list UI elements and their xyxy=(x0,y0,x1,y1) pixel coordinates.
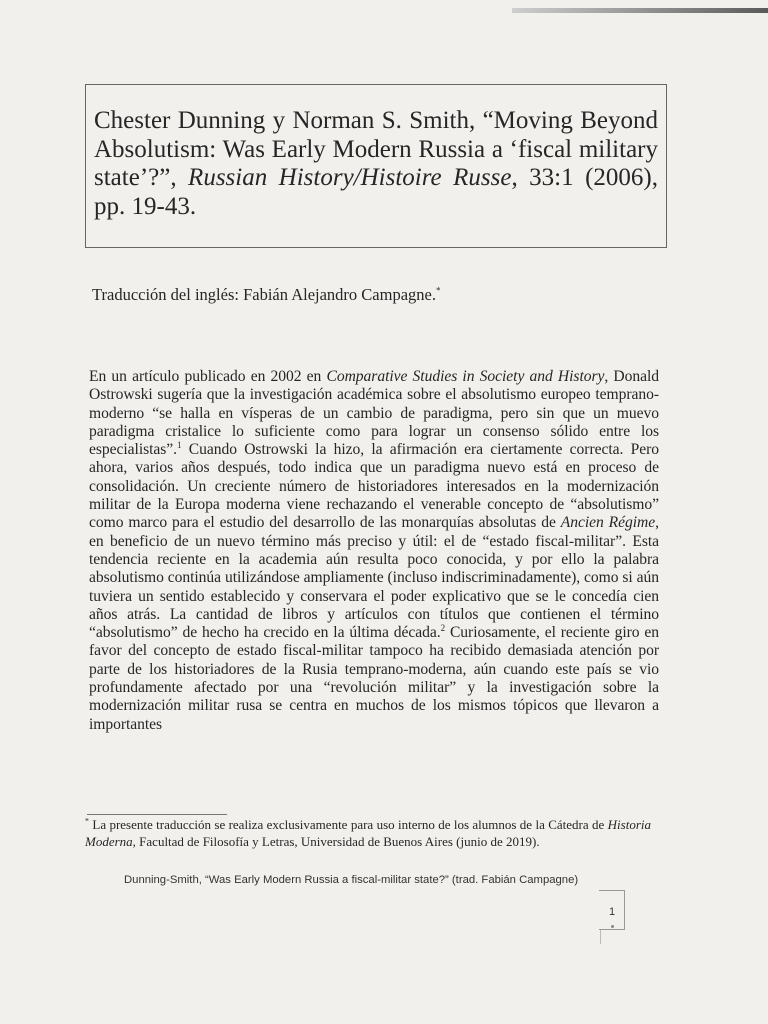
citation-authors-title: Chester Dunning y Norman S. Smith, “Moving Beyond Absolutism: Was Early Modern Russia a ‘fiscal military state’?”, xyxy=(94,107,658,191)
journal-title-cssh: Comparative Studies in Society and History xyxy=(326,368,605,385)
footnote-course-name: Historia Moderna xyxy=(85,817,651,849)
footnote-ref-1[interactable]: 1 xyxy=(177,440,182,450)
footnote-marker: * xyxy=(85,816,89,826)
footnote-separator xyxy=(87,814,227,815)
ancien-regime-term: Ancien Régime xyxy=(560,514,656,532)
footnote-text-1: La presente traducción se realiza exclusivamente para uso interno de los alumnos de la Cátedra de xyxy=(89,817,608,832)
citation-volume-pages: , 33:1 (2006), pp. 19-43. xyxy=(94,164,658,220)
body-text-1: En un artículo publicado en 2002 en xyxy=(89,368,327,385)
body-text-2: , Donald Ostrowski sugería que la investigación académica sobre el absolutismo europeo temprano-moderno “se halla en vísperas de un cambio de paradigma, pero sin que un muevo paradigma cristalice lo suficiente como para lograr un consenso sólido entre los especialistas”. xyxy=(89,368,659,459)
citation-box xyxy=(85,84,667,248)
body-text-3: Cuando Ostrowski la hizo, la afirmación era ciertamente correcta. Pero ahora, varios años después, todo indica que un paradigma nuevo está en proceso de consolidación. Un creciente número de historiadores interesados en la modernización militar de la Europa moderna viene rechazando el venerable concepto de “absolutismo” como marco para el estudio del desarrollo de las monarquías absolutas de xyxy=(89,441,659,532)
translation-footnote-marker[interactable]: * xyxy=(436,285,441,296)
page-box-tick xyxy=(600,930,601,944)
body-text-4: , en beneficio de un nuevo término más preciso y útil: el de “estado fiscal-militar”. Esta tendencia reciente en la academia aún resulta poco conocida, y por ello la palabra absolutismo continúa utilizándose ampliamente (incluso indiscriminadamente), como si aún tuviera un sentido establecido y conservara el poder explicativo que se le concedía cien años atrás. La cantidad de libros y artículos con títulos que contienen el término “absolutismo” de hecho ha crecido en la última década. xyxy=(89,514,659,642)
page-box-dot xyxy=(611,925,614,928)
page-number: 1 xyxy=(608,906,616,918)
footnote xyxy=(85,817,651,850)
translation-text: Traducción del inglés: Fabián Alejandro Campagne. xyxy=(92,285,436,304)
footnote-text-2: , Facultad de Filosofía y Letras, Universidad de Buenos Aires (junio de 2019). xyxy=(132,833,540,849)
footnote-ref-2[interactable]: 2 xyxy=(440,622,446,633)
running-footer: Dunning-Smith, “Was Early Modern Russia a fiscal-militar state?” (trad. Fabián Campagne) xyxy=(124,874,579,886)
scan-edge-strip xyxy=(512,8,768,13)
body-text-5: Curiosamente, el reciente giro en favor del concepto de estado fiscal-militar tampoco ha recibido demasiada atención por parte de los historiadores de la Rusia temprano-moderna, aún cuando este país se vio profundamente afectado por una “revolución militar” y la investigación sobre la modernización militar rusa se centra en muchos de los mismos tópicos que llevaron a importantes xyxy=(89,624,660,733)
citation-journal: Russian History/Histoire Russe xyxy=(188,164,512,191)
translation-credit xyxy=(92,285,441,305)
body-paragraph xyxy=(89,368,659,734)
